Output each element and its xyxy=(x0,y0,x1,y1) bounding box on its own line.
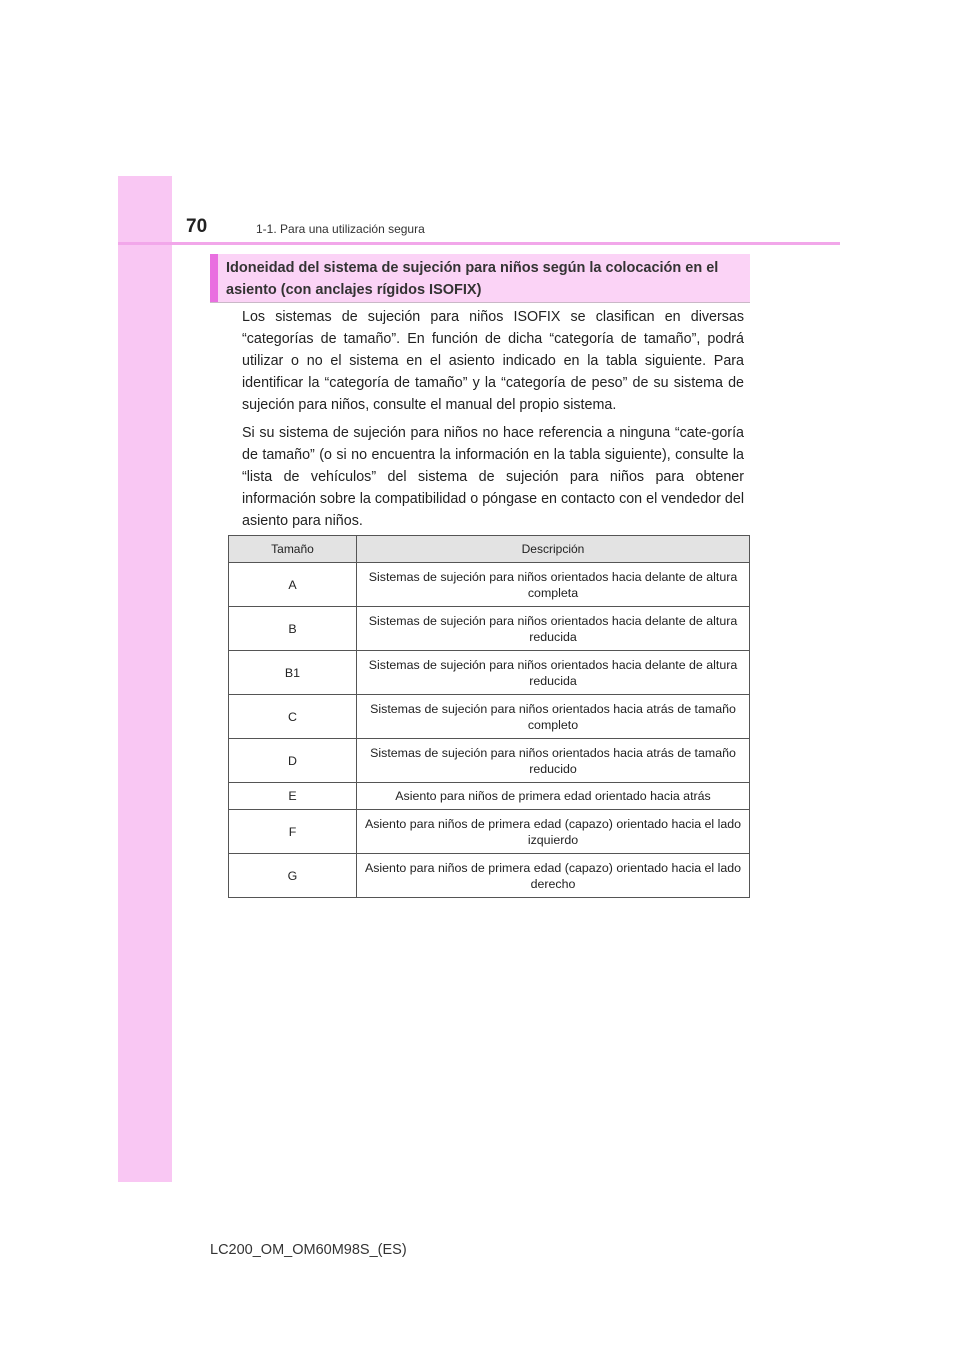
description-cell: Asiento para niños de primera edad (capazo) orientado hacia el lado izquierdo xyxy=(357,810,750,854)
description-cell: Sistemas de sujeción para niños orientados hacia atrás de tamaño reducido xyxy=(357,739,750,783)
paragraph: Si su sistema de sujeción para niños no hace referencia a ninguna “cate-goría de tamaño” (o si no encuentra la información en la tabla siguiente), consulte la “lista de vehículos” del sistema de sujeción para niños para obtener información sobre la compatibilidad o póngase en contacto con el vendedor del asiento para niños. xyxy=(242,425,744,529)
size-cell: B xyxy=(229,607,357,651)
table-row xyxy=(229,854,750,898)
table-row xyxy=(229,810,750,854)
description-cell: Sistemas de sujeción para niños orientados hacia delante de altura completa xyxy=(357,563,750,607)
size-cell: G xyxy=(229,854,357,898)
table-row xyxy=(229,739,750,783)
body-text xyxy=(242,306,744,538)
subsection-heading: Idoneidad del sistema de sujeción para niños según la colocación en el asiento (con anclajes rígidos ISOFIX) xyxy=(226,260,719,298)
description-cell: Asiento para niños de primera edad (capazo) orientado hacia el lado derecho xyxy=(357,854,750,898)
size-category-table xyxy=(228,535,750,898)
description-cell: Asiento para niños de primera edad orientado hacia atrás xyxy=(357,783,750,810)
description-cell: Sistemas de sujeción para niños orientados hacia delante de altura reducida xyxy=(357,607,750,651)
size-cell: E xyxy=(229,783,357,810)
page-number: 70 xyxy=(186,216,208,237)
size-cell: F xyxy=(229,810,357,854)
header-rule xyxy=(118,242,840,245)
heading-accent-bar xyxy=(210,254,218,302)
size-cell: D xyxy=(229,739,357,783)
table-row xyxy=(229,563,750,607)
size-cell: A xyxy=(229,563,357,607)
table-header-row xyxy=(229,536,750,563)
document-code-footer: LC200_OM_OM60M98S_(ES) xyxy=(210,1242,407,1258)
size-cell: C xyxy=(229,695,357,739)
paragraph: Los sistemas de sujeción para niños ISOFIX se clasifican en diversas “categorías de tamaño”. En función de dicha “categoría de tamaño”, podrá utilizar o no el sistema en el asiento indicado en la tabla siguiente. Para identificar la “categoría de tamaño” y la “categoría de peso” de su sistema de sujeción para niños, consulte el manual del propio sistema. xyxy=(242,309,744,413)
column-header-size: Tamaño xyxy=(229,536,357,563)
description-cell: Sistemas de sujeción para niños orientados hacia delante de altura reducida xyxy=(357,651,750,695)
table-row xyxy=(229,607,750,651)
subsection-heading-box xyxy=(210,254,750,303)
section-title: 1-1. Para una utilización segura xyxy=(256,222,425,236)
description-cell: Sistemas de sujeción para niños orientados hacia atrás de tamaño completo xyxy=(357,695,750,739)
column-header-description: Descripción xyxy=(357,536,750,563)
table-row xyxy=(229,651,750,695)
side-tab-band xyxy=(118,176,172,1182)
size-cell: B1 xyxy=(229,651,357,695)
table-row xyxy=(229,695,750,739)
table-row xyxy=(229,783,750,810)
